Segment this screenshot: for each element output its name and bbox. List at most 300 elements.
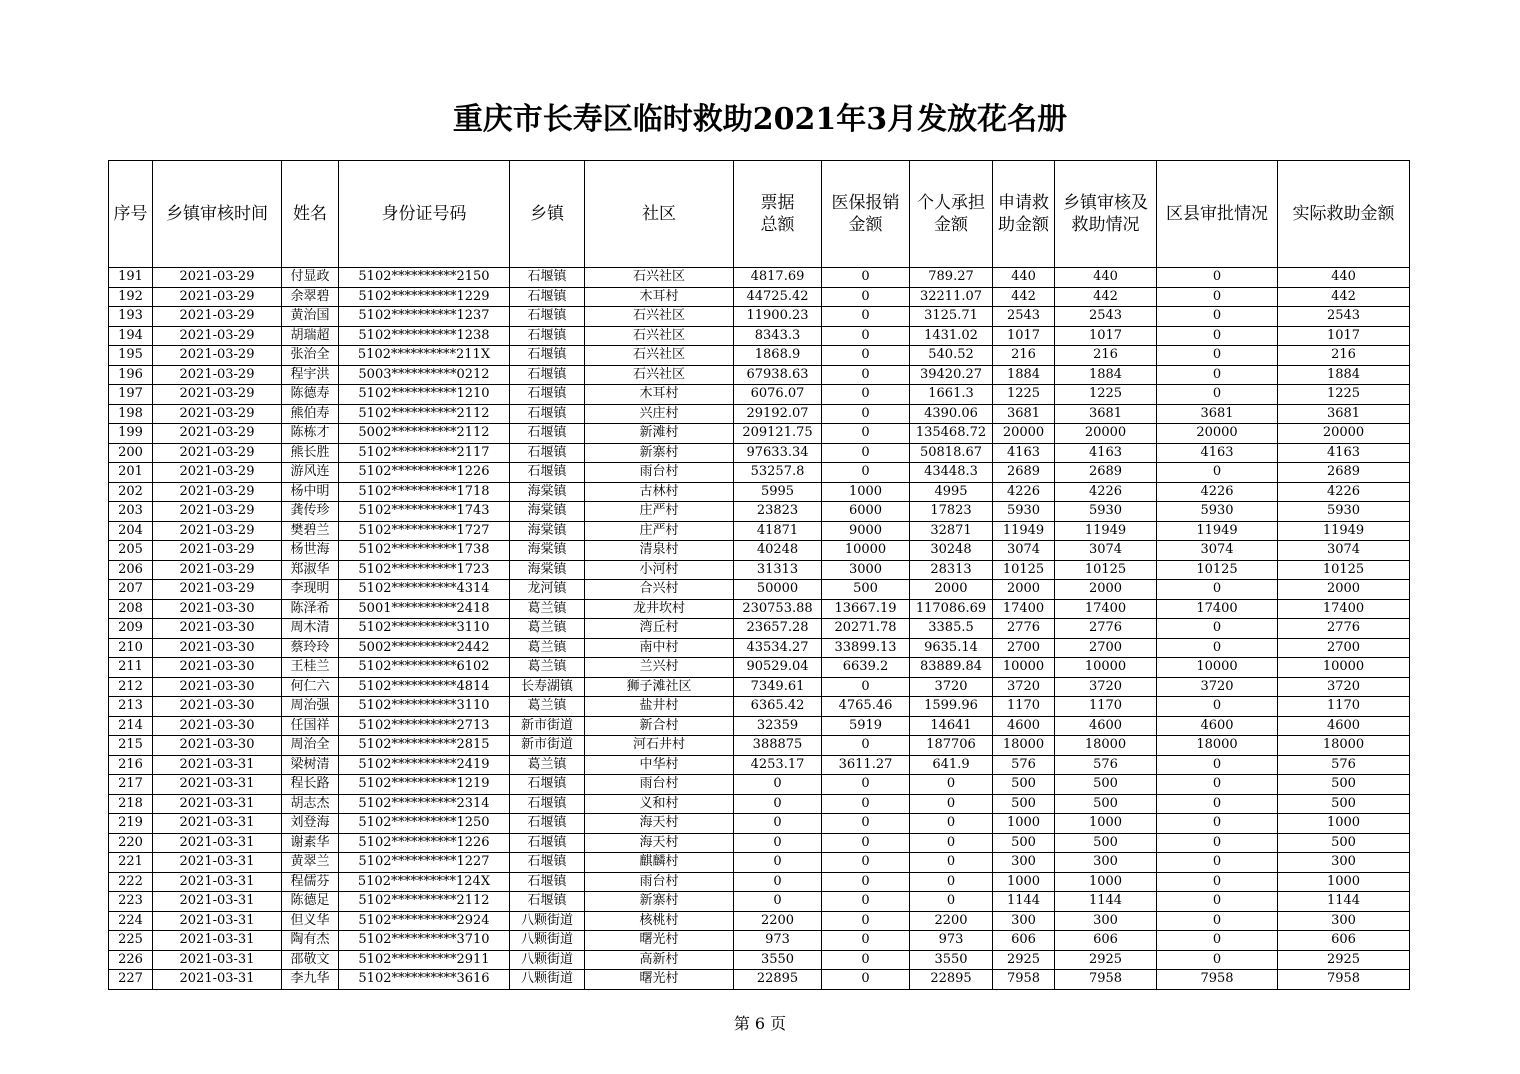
table-cell: 223: [109, 892, 153, 912]
table-cell: 2000: [1278, 580, 1410, 600]
table-cell: 17400: [1055, 599, 1157, 619]
table-cell: 5002**********2112: [339, 424, 510, 444]
table-cell: 1225: [993, 385, 1055, 405]
table-cell: 高新村: [585, 950, 734, 970]
table-cell: 雨台村: [585, 775, 734, 795]
table-cell: 小河村: [585, 560, 734, 580]
table-row: [109, 424, 1410, 444]
table-row: [109, 560, 1410, 580]
table-cell: 石堰镇: [510, 346, 585, 366]
table-cell: 10125: [993, 560, 1055, 580]
table-cell: 海棠镇: [510, 482, 585, 502]
table-cell: 海棠镇: [510, 541, 585, 561]
table-cell: 李现明: [282, 580, 339, 600]
table-cell: 5001**********2418: [339, 599, 510, 619]
table-cell: 2021-03-31: [153, 892, 282, 912]
column-header: 乡镇审核及 救助情况: [1055, 161, 1157, 268]
table-cell: 3611.27: [822, 755, 910, 775]
table-cell: 0: [910, 872, 993, 892]
table-row: [109, 833, 1410, 853]
table-row: [109, 658, 1410, 678]
table-cell: 4817.69: [734, 268, 822, 288]
table-cell: 5102**********124X: [339, 872, 510, 892]
table-cell: 6076.07: [734, 385, 822, 405]
table-cell: 5102**********2314: [339, 794, 510, 814]
table-cell: 2021-03-31: [153, 794, 282, 814]
table-cell: 0: [734, 853, 822, 873]
table-cell: 0: [1157, 931, 1278, 951]
table-cell: 0: [734, 794, 822, 814]
table-cell: 191: [109, 268, 153, 288]
table-cell: 1599.96: [910, 697, 993, 717]
table-cell: 214: [109, 716, 153, 736]
table-cell: 新市街道: [510, 736, 585, 756]
table-cell: 0: [822, 872, 910, 892]
table-cell: 500: [993, 794, 1055, 814]
table-cell: 程儒芬: [282, 872, 339, 892]
table-cell: 5002**********2442: [339, 638, 510, 658]
table-cell: 2021-03-29: [153, 326, 282, 346]
table-cell: 0: [910, 814, 993, 834]
table-cell: 789.27: [910, 268, 993, 288]
table-cell: 湾丘村: [585, 619, 734, 639]
table-cell: 5102**********3110: [339, 619, 510, 639]
table-row: [109, 911, 1410, 931]
table-row: [109, 482, 1410, 502]
table-cell: 1170: [1278, 697, 1410, 717]
table-cell: 32359: [734, 716, 822, 736]
table-row: [109, 385, 1410, 405]
table-cell: 0: [1157, 814, 1278, 834]
table-cell: 300: [1278, 853, 1410, 873]
table-cell: 5102**********2924: [339, 911, 510, 931]
table-cell: 5102**********1718: [339, 482, 510, 502]
table-cell: 0: [822, 463, 910, 483]
table-cell: 石堰镇: [510, 794, 585, 814]
table-cell: 576: [1055, 755, 1157, 775]
table-cell: 石兴社区: [585, 307, 734, 327]
table-cell: 石堰镇: [510, 775, 585, 795]
table-cell: 5003**********0212: [339, 365, 510, 385]
table-row: [109, 950, 1410, 970]
table-cell: 219: [109, 814, 153, 834]
table-cell: 197: [109, 385, 153, 405]
table-cell: 2021-03-31: [153, 853, 282, 873]
table-row: [109, 775, 1410, 795]
table-cell: 石堰镇: [510, 853, 585, 873]
table-cell: 0: [1157, 307, 1278, 327]
table-row: [109, 970, 1410, 990]
table-cell: 2021-03-30: [153, 599, 282, 619]
table-cell: 3720: [1278, 677, 1410, 697]
table-cell: 2700: [993, 638, 1055, 658]
table-cell: 古林村: [585, 482, 734, 502]
table-cell: 300: [1278, 911, 1410, 931]
table-cell: 木耳村: [585, 385, 734, 405]
table-cell: 5102**********1723: [339, 560, 510, 580]
table-cell: 海天村: [585, 814, 734, 834]
table-cell: 石堰镇: [510, 326, 585, 346]
table-cell: 海棠镇: [510, 502, 585, 522]
table-cell: 203: [109, 502, 153, 522]
table-cell: 1000: [993, 872, 1055, 892]
table-cell: 5102**********2117: [339, 443, 510, 463]
table-cell: 43448.3: [910, 463, 993, 483]
table-cell: 0: [1157, 872, 1278, 892]
table-cell: 葛兰镇: [510, 658, 585, 678]
table-cell: 0: [822, 892, 910, 912]
table-cell: 0: [734, 775, 822, 795]
table-cell: 2021-03-29: [153, 287, 282, 307]
table-cell: 0: [822, 931, 910, 951]
table-cell: 500: [1278, 775, 1410, 795]
table-body: [109, 268, 1410, 990]
table-cell: 204: [109, 521, 153, 541]
table-cell: 张治全: [282, 346, 339, 366]
table-cell: 4226: [1278, 482, 1410, 502]
table-cell: 5102**********1743: [339, 502, 510, 522]
table-cell: 11949: [993, 521, 1055, 541]
table-cell: 2689: [1278, 463, 1410, 483]
table-cell: 5102**********211X: [339, 346, 510, 366]
table-cell: 2021-03-29: [153, 404, 282, 424]
table-cell: 0: [1157, 326, 1278, 346]
table-cell: 2021-03-29: [153, 385, 282, 405]
table-row: [109, 346, 1410, 366]
table-cell: 18000: [993, 736, 1055, 756]
table-cell: 2543: [993, 307, 1055, 327]
table-cell: 201: [109, 463, 153, 483]
table-cell: 2021-03-29: [153, 541, 282, 561]
table-cell: 4390.06: [910, 404, 993, 424]
table-cell: 陈栋才: [282, 424, 339, 444]
table-cell: 606: [1055, 931, 1157, 951]
table-row: [109, 892, 1410, 912]
table-cell: 石堰镇: [510, 404, 585, 424]
table-cell: 11949: [1278, 521, 1410, 541]
table-cell: 0: [1157, 638, 1278, 658]
table-cell: 2021-03-29: [153, 502, 282, 522]
page-number: 第 6 页: [733, 1014, 787, 1033]
table-cell: 11949: [1055, 521, 1157, 541]
table-cell: 3720: [993, 677, 1055, 697]
table-cell: 208: [109, 599, 153, 619]
table-cell: 2689: [1055, 463, 1157, 483]
table-cell: 5102**********1727: [339, 521, 510, 541]
table-cell: 5102**********2150: [339, 268, 510, 288]
table-cell: 500: [1055, 775, 1157, 795]
table-cell: 5930: [1055, 502, 1157, 522]
table-cell: 216: [1278, 346, 1410, 366]
table-cell: 300: [1055, 853, 1157, 873]
table-cell: 2021-03-29: [153, 365, 282, 385]
table-cell: 新市街道: [510, 716, 585, 736]
table-cell: 1000: [1055, 814, 1157, 834]
table-cell: 0: [1157, 794, 1278, 814]
table-cell: 核桃村: [585, 911, 734, 931]
table-cell: 1000: [1055, 872, 1157, 892]
table-cell: 216: [109, 755, 153, 775]
table-cell: 4600: [1278, 716, 1410, 736]
table-cell: 5102**********2911: [339, 950, 510, 970]
table-cell: 0: [1157, 619, 1278, 639]
table-cell: 32211.07: [910, 287, 993, 307]
table-cell: 2776: [993, 619, 1055, 639]
column-header: 申请救 助金额: [993, 161, 1055, 268]
table-cell: 0: [1157, 463, 1278, 483]
table-cell: 0: [822, 853, 910, 873]
table-cell: 43534.27: [734, 638, 822, 658]
column-header: 身份证号码: [339, 161, 510, 268]
table-cell: 黄治国: [282, 307, 339, 327]
table-cell: 0: [822, 736, 910, 756]
table-cell: 合兴村: [585, 580, 734, 600]
table-cell: 0: [822, 950, 910, 970]
table-cell: 90529.04: [734, 658, 822, 678]
table-cell: 10000: [1055, 658, 1157, 678]
table-row: [109, 872, 1410, 892]
table-cell: 八颗街道: [510, 931, 585, 951]
table-cell: 0: [1157, 268, 1278, 288]
table-cell: 0: [822, 424, 910, 444]
table-cell: 3720: [910, 677, 993, 697]
table-cell: 2000: [910, 580, 993, 600]
table-cell: 游风连: [282, 463, 339, 483]
table-cell: 205: [109, 541, 153, 561]
table-cell: 2000: [1055, 580, 1157, 600]
table-row: [109, 502, 1410, 522]
table-cell: 67938.63: [734, 365, 822, 385]
table-cell: 117086.69: [910, 599, 993, 619]
table-cell: 41871: [734, 521, 822, 541]
table-cell: 20271.78: [822, 619, 910, 639]
table-cell: 陈德寿: [282, 385, 339, 405]
table-cell: 郑淑华: [282, 560, 339, 580]
table-cell: 0: [822, 385, 910, 405]
table-cell: 6000: [822, 502, 910, 522]
table-cell: 10000: [1157, 658, 1278, 678]
table-row: [109, 931, 1410, 951]
table-cell: 18000: [1055, 736, 1157, 756]
table-cell: 5102**********1210: [339, 385, 510, 405]
table-cell: 0: [1157, 385, 1278, 405]
table-cell: 石堰镇: [510, 443, 585, 463]
table-cell: 8343.3: [734, 326, 822, 346]
table-cell: 南中村: [585, 638, 734, 658]
table-cell: 2776: [1055, 619, 1157, 639]
table-cell: 龚传珍: [282, 502, 339, 522]
column-header: 医保报销 金额: [822, 161, 910, 268]
table-cell: 1884: [993, 365, 1055, 385]
table-cell: 狮子滩社区: [585, 677, 734, 697]
table-row: [109, 443, 1410, 463]
table-cell: 龙河镇: [510, 580, 585, 600]
table-cell: 5930: [1157, 502, 1278, 522]
table-row: [109, 365, 1410, 385]
table-cell: 石堰镇: [510, 814, 585, 834]
table-cell: 石堰镇: [510, 872, 585, 892]
table-cell: 3681: [993, 404, 1055, 424]
table-cell: 2021-03-31: [153, 775, 282, 795]
table-cell: 0: [822, 404, 910, 424]
table-cell: 何仁六: [282, 677, 339, 697]
table-cell: 206: [109, 560, 153, 580]
table-row: [109, 268, 1410, 288]
table-cell: 0: [822, 775, 910, 795]
table-cell: 2700: [1278, 638, 1410, 658]
table-cell: 0: [822, 833, 910, 853]
table-cell: 0: [822, 970, 910, 990]
table-cell: 3720: [1157, 677, 1278, 697]
table-cell: 陈泽希: [282, 599, 339, 619]
table-cell: 7958: [1055, 970, 1157, 990]
table-cell: 23657.28: [734, 619, 822, 639]
table-cell: 4600: [993, 716, 1055, 736]
table-cell: 4163: [993, 443, 1055, 463]
table-cell: 7958: [1157, 970, 1278, 990]
table-cell: 17823: [910, 502, 993, 522]
table-cell: 2925: [1278, 950, 1410, 970]
table-cell: 500: [1055, 833, 1157, 853]
table-cell: 216: [1055, 346, 1157, 366]
table-cell: 17400: [993, 599, 1055, 619]
table-row: [109, 307, 1410, 327]
table-row: [109, 541, 1410, 561]
table-cell: 2543: [1278, 307, 1410, 327]
column-header: 个人承担 金额: [910, 161, 993, 268]
table-cell: 兰兴村: [585, 658, 734, 678]
table-cell: 梁树清: [282, 755, 339, 775]
table-cell: 211: [109, 658, 153, 678]
table-cell: 216: [993, 346, 1055, 366]
table-cell: 50000: [734, 580, 822, 600]
table-cell: 庄严村: [585, 502, 734, 522]
table-cell: 5995: [734, 482, 822, 502]
table-cell: 5102**********1226: [339, 463, 510, 483]
table-cell: 3125.71: [910, 307, 993, 327]
table-cell: 4226: [1157, 482, 1278, 502]
table-cell: 0: [734, 833, 822, 853]
table-cell: 220: [109, 833, 153, 853]
table-cell: 442: [1278, 287, 1410, 307]
table-cell: 300: [993, 853, 1055, 873]
table-cell: 5102**********3110: [339, 697, 510, 717]
table-cell: 187706: [910, 736, 993, 756]
table-cell: 1431.02: [910, 326, 993, 346]
table-cell: 227: [109, 970, 153, 990]
column-header: 社区: [585, 161, 734, 268]
table-cell: 196: [109, 365, 153, 385]
table-cell: 1868.9: [734, 346, 822, 366]
table-cell: 97633.34: [734, 443, 822, 463]
table-cell: 2021-03-31: [153, 950, 282, 970]
table-cell: 石堰镇: [510, 307, 585, 327]
table-cell: 2200: [734, 911, 822, 931]
table-cell: 3000: [822, 560, 910, 580]
table-cell: 5102**********1738: [339, 541, 510, 561]
table-cell: 5102**********4814: [339, 677, 510, 697]
table-cell: 2021-03-29: [153, 521, 282, 541]
table-cell: 周治全: [282, 736, 339, 756]
table-cell: 0: [1157, 853, 1278, 873]
table-cell: 2543: [1055, 307, 1157, 327]
table-cell: 3681: [1157, 404, 1278, 424]
table-cell: 八颗街道: [510, 970, 585, 990]
table-cell: 2021-03-29: [153, 482, 282, 502]
table-cell: 葛兰镇: [510, 755, 585, 775]
table-cell: 5102**********2419: [339, 755, 510, 775]
column-header: 区县审批情况: [1157, 161, 1278, 268]
table-cell: 440: [993, 268, 1055, 288]
table-cell: 217: [109, 775, 153, 795]
table-cell: 1170: [993, 697, 1055, 717]
table-cell: 1661.3: [910, 385, 993, 405]
table-cell: 7958: [1278, 970, 1410, 990]
table-cell: 5102**********1219: [339, 775, 510, 795]
table-cell: 20000: [993, 424, 1055, 444]
table-cell: 198: [109, 404, 153, 424]
table-cell: 5102**********1238: [339, 326, 510, 346]
table-cell: 606: [993, 931, 1055, 951]
table-cell: 李九华: [282, 970, 339, 990]
table-cell: 邵敬文: [282, 950, 339, 970]
table-cell: 兴庄村: [585, 404, 734, 424]
table-cell: 0: [1157, 346, 1278, 366]
table-cell: 石兴社区: [585, 268, 734, 288]
table-cell: 石堰镇: [510, 892, 585, 912]
table-cell: 440: [1278, 268, 1410, 288]
table-cell: 石堰镇: [510, 268, 585, 288]
table-cell: 1017: [993, 326, 1055, 346]
table-cell: 4995: [910, 482, 993, 502]
table-cell: 庄严村: [585, 521, 734, 541]
table-cell: 1017: [1278, 326, 1410, 346]
table-cell: 222: [109, 872, 153, 892]
table-cell: 1225: [1278, 385, 1410, 405]
table-cell: 4226: [993, 482, 1055, 502]
table-cell: 余翠碧: [282, 287, 339, 307]
column-header: 姓名: [282, 161, 339, 268]
table-cell: 500: [1278, 833, 1410, 853]
column-header: 乡镇审核时间: [153, 161, 282, 268]
table-cell: 300: [1055, 911, 1157, 931]
column-header: 乡镇: [510, 161, 585, 268]
table-cell: 7349.61: [734, 677, 822, 697]
table-cell: 葛兰镇: [510, 599, 585, 619]
table-cell: 3074: [1055, 541, 1157, 561]
table-cell: 海棠镇: [510, 521, 585, 541]
table-cell: 2021-03-30: [153, 677, 282, 697]
table-cell: 0: [822, 814, 910, 834]
table-cell: 500: [822, 580, 910, 600]
table-cell: 雨台村: [585, 463, 734, 483]
table-cell: 八颗街道: [510, 911, 585, 931]
table-cell: 30248: [910, 541, 993, 561]
table-cell: 3074: [1157, 541, 1278, 561]
table-cell: 10125: [1055, 560, 1157, 580]
table-cell: 0: [734, 814, 822, 834]
table-cell: 5102**********1229: [339, 287, 510, 307]
table-cell: 新寨村: [585, 892, 734, 912]
table-cell: 225: [109, 931, 153, 951]
table-cell: 2925: [1055, 950, 1157, 970]
table-cell: 0: [822, 307, 910, 327]
table-cell: 20000: [1157, 424, 1278, 444]
table-cell: 5930: [993, 502, 1055, 522]
table-cell: 0: [822, 677, 910, 697]
table-cell: 5102**********2112: [339, 892, 510, 912]
table-row: [109, 463, 1410, 483]
